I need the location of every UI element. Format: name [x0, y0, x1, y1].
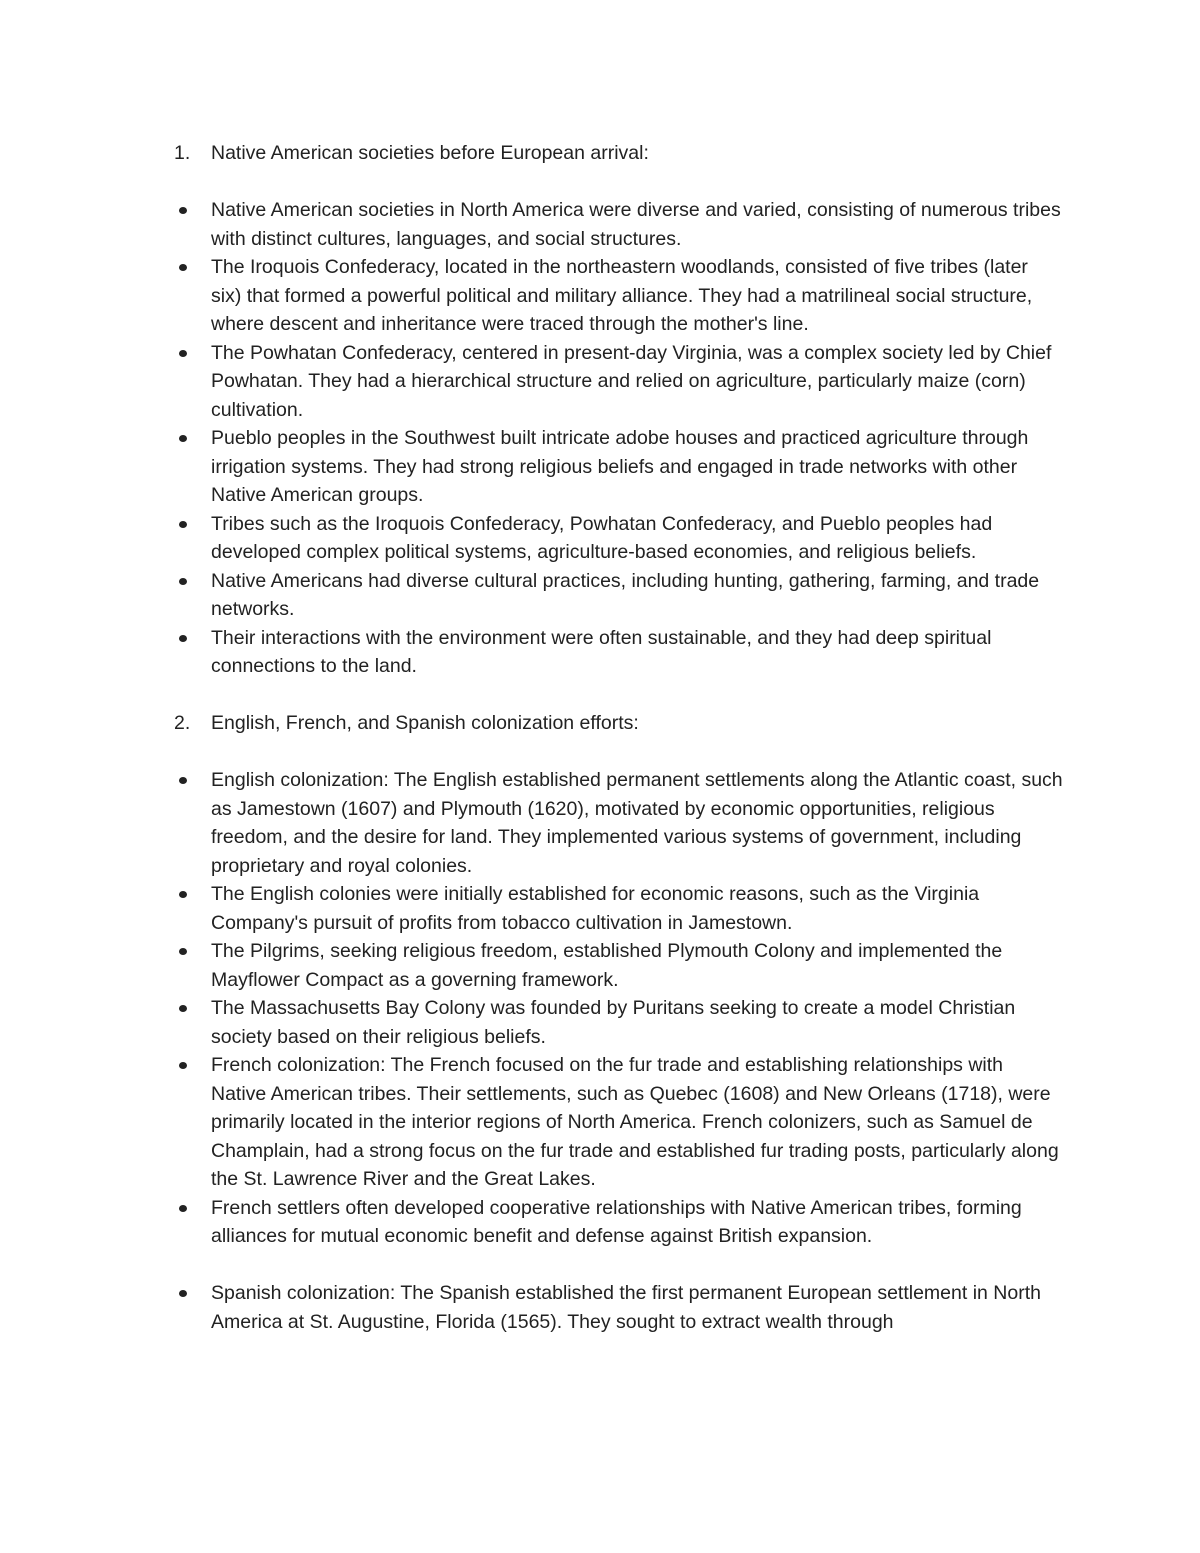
bullet-item [0, 253, 1063, 339]
bullet-item [0, 1194, 1063, 1251]
bullet-dot-icon [179, 1062, 187, 1069]
bullet-dot-icon [179, 635, 187, 642]
bullet-text: Tribes such as the Iroquois Confederacy, Powhatan Confederacy, and Pueblo peoples had developed complex political systems, agriculture-based economies, and religious beliefs. [211, 512, 993, 563]
section-1-title: Native American societies before European arrival: [211, 142, 649, 164]
bullet-text: The Pilgrims, seeking religious freedom, established Plymouth Colony and implemented the Mayflower Compact as a governing framework. [211, 940, 1003, 991]
section-2-bullet-list [0, 766, 1200, 1251]
bullet-text: The Massachusetts Bay Colony was founded by Puritans seeking to create a model Christian society based on their religious beliefs. [211, 997, 1016, 1048]
bullet-dot-icon [179, 1005, 187, 1012]
bullet-item [0, 994, 1063, 1051]
bullet-dot-icon [179, 1290, 187, 1297]
section-2-heading [0, 709, 1200, 738]
bullet-text: The English colonies were initially established for economic reasons, such as the Virginia Company's pursuit of profits from tobacco cultivation in Jamestown. [211, 883, 980, 934]
bullet-item [0, 339, 1063, 425]
bullet-text: French colonization: The French focused on the fur trade and establishing relationships with Native American tribes. Their settlements, such as Quebec (1608) and New Orleans (1718), were primarily located in the interior regions of North America. French colonizers, such as Samuel de Champlain, had a strong focus on the fur trade and established fur trading posts, particularly along the St. Lawrence River and the Great Lakes. [211, 1054, 1059, 1190]
bullet-text: English colonization: The English established permanent settlements along the Atlantic coast, such as Jamestown (1607) and Plymouth (1620), motivated by economic opportunities, religious freedom, and the desire for land. They implemented various systems of government, including proprietary and royal colonies. [211, 769, 1063, 877]
bullet-dot-icon [179, 350, 187, 357]
bullet-item [0, 510, 1063, 567]
bullet-item [0, 567, 1063, 624]
bullet-dot-icon [179, 521, 187, 528]
bullet-text: French settlers often developed cooperative relationships with Native American tribes, forming alliances for mutual economic benefit and defense against British expansion. [211, 1196, 1022, 1247]
bullet-item [0, 880, 1063, 937]
bullet-dot-icon [179, 578, 187, 585]
bullet-text: Native American societies in North America were diverse and varied, consisting of numerous tribes with distinct cultures, languages, and social structures. [211, 199, 1061, 250]
bullet-dot-icon [179, 891, 187, 898]
section-2-bullet-list-continued [0, 1279, 1200, 1336]
bullet-dot-icon [179, 777, 187, 784]
section-spacer [0, 738, 1200, 767]
section-spacer [0, 168, 1200, 197]
bullet-item [0, 1051, 1063, 1194]
bullet-dot-icon [179, 1205, 187, 1212]
section-2-number: 2. [174, 712, 191, 734]
bullet-text: Their interactions with the environment were often sustainable, and they had deep spiritual connections to the land. [211, 626, 992, 677]
section-spacer [0, 1251, 1200, 1280]
bullet-item [0, 196, 1063, 253]
bullet-text: Pueblo peoples in the Southwest built intricate adobe houses and practiced agriculture through irrigation systems. They had strong religious beliefs and engaged in trade networks with other Native American groups. [211, 427, 1029, 506]
bullet-text: Native Americans had diverse cultural practices, including hunting, gathering, farming, and trade networks. [211, 569, 1040, 620]
bullet-text: Spanish colonization: The Spanish established the first permanent European settlement in North America at St. Augustine, Florida (1565). They sought to extract wealth through [211, 1282, 1041, 1333]
bullet-dot-icon [179, 207, 187, 214]
bullet-dot-icon [179, 948, 187, 955]
bullet-item [0, 424, 1063, 510]
section-1-bullet-list [0, 196, 1200, 681]
bullet-text: The Iroquois Confederacy, located in the northeastern woodlands, consisted of five tribes (later six) that formed a powerful political and military alliance. They had a matrilineal social structure, where descent and inheritance were traced through the mother's line. [211, 256, 1033, 335]
section-1-number: 1. [174, 142, 191, 164]
document-content [0, 139, 1200, 1336]
bullet-item [0, 766, 1063, 880]
bullet-text: The Powhatan Confederacy, centered in present-day Virginia, was a complex society led by Chief Powhatan. They had a hierarchical structure and relied on agriculture, particularly maize (corn) cultivation. [211, 341, 1052, 421]
section-2-title: English, French, and Spanish colonization efforts: [211, 712, 639, 734]
bullet-item [0, 1279, 1063, 1336]
section-spacer [0, 681, 1200, 710]
bullet-dot-icon [179, 435, 187, 442]
bullet-item [0, 624, 1063, 681]
bullet-dot-icon [179, 264, 187, 271]
bullet-item [0, 937, 1063, 994]
section-1-heading [0, 139, 1200, 168]
